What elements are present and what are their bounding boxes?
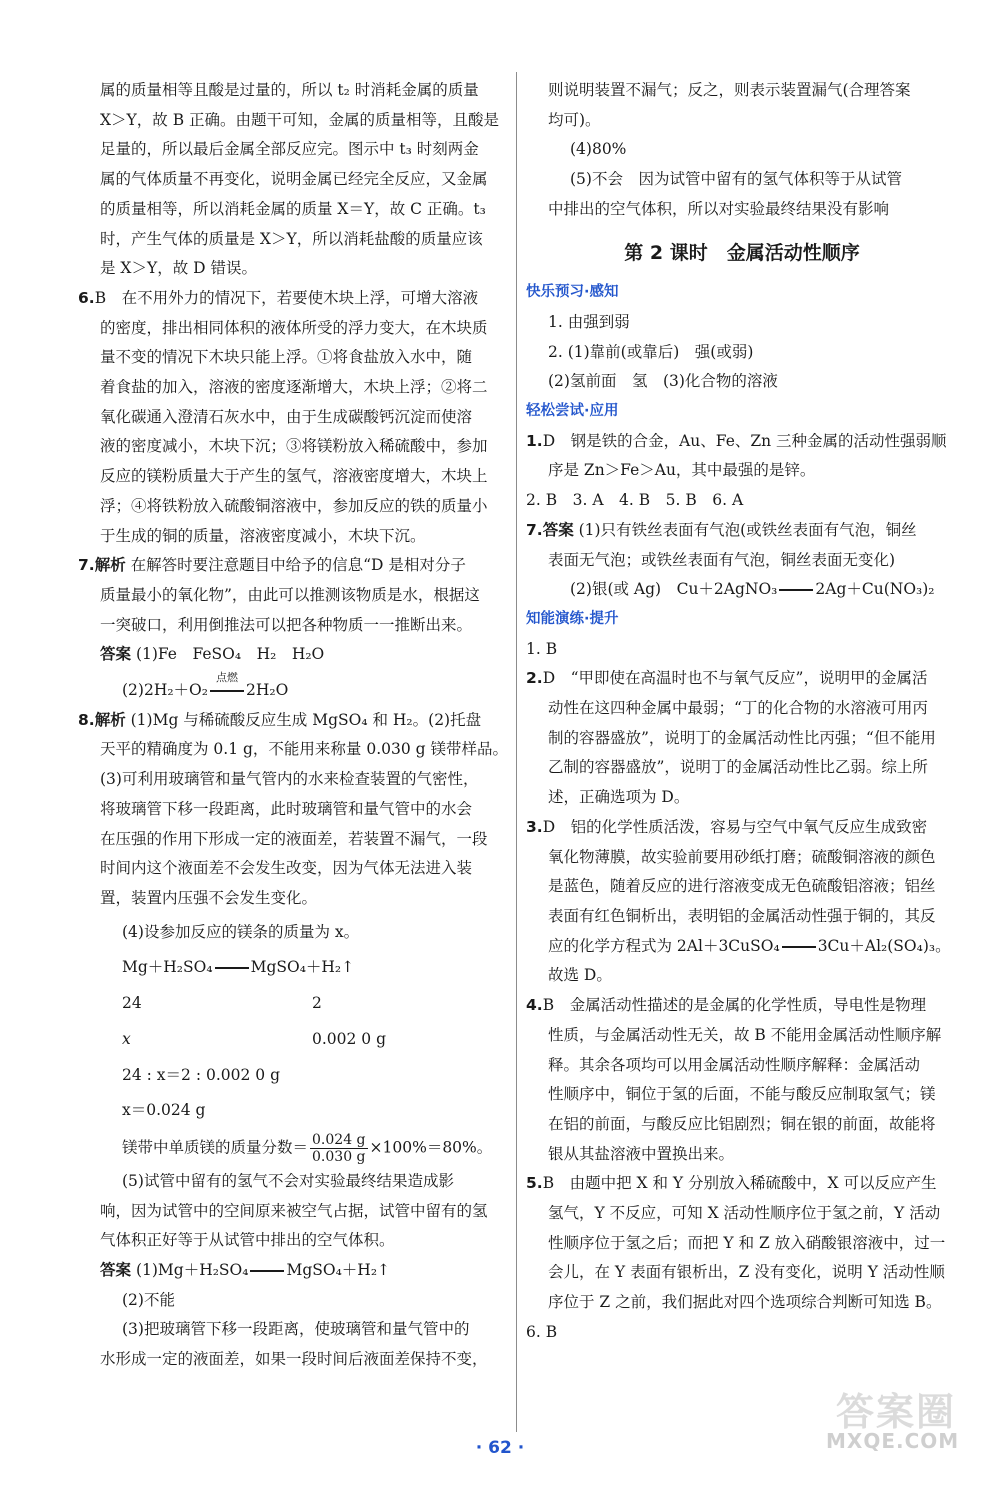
reaction-arrow [250, 1270, 284, 1272]
question-8 [78, 706, 508, 736]
text-line: 述，正确选项为 D。 [548, 788, 690, 807]
text-span: 镁带中单质镁的质量分数＝ [122, 1138, 309, 1157]
text-line: (2)氢前面 氢 (3)化合物的溶液 [548, 372, 778, 391]
reaction-condition [210, 671, 244, 706]
text-span: (1)Mg＋H₂SO₄ [131, 1261, 249, 1280]
question-number: 8. [78, 710, 95, 729]
numerator: 0.024 g [312, 1131, 366, 1148]
text-line: 制的容器盛放”，说明丁的金属活动性比丙强；“但不能用 [548, 728, 936, 747]
equation-line [78, 953, 508, 983]
question-3 [526, 813, 958, 843]
question-4 [526, 991, 958, 1021]
text-line: 水形成一定的液面差，如果一段时间后液面差保持不变， [100, 1350, 488, 1369]
reaction-equals [215, 953, 249, 983]
text-line: 浮；④将铁粉放入硫酸铜溶液中，参加反应的铁的质量小 [100, 496, 488, 515]
fraction [310, 1132, 368, 1165]
reaction-arrow [782, 946, 816, 948]
page-number: · 62 · [475, 1438, 525, 1458]
text-line: (5)不会 因为试管中留有的氢气体积等于从试管 [570, 170, 902, 189]
text-span: MgSO₄＋H₂↑ [250, 958, 355, 977]
text-line: 性顺序中，铜位于氢的后面，不能与酸反应制取氢气；镁 [548, 1085, 936, 1104]
text-line: 足量的，所以最后金属全部反应完。图示中 t₃ 时刻两金 [100, 140, 479, 159]
text-line: 液的密度减小，木块下沉；③将镁粉放入稀硫酸中，参加 [100, 437, 488, 456]
question-number: 6. [78, 288, 95, 307]
question-6 [78, 284, 508, 314]
text-line: 质量最小的氧化物”，由此可以推测该物质是水，根据这 [100, 585, 480, 604]
text-line: (5)试管中留有的氢气不会对实验最终结果造成影 [122, 1171, 454, 1190]
answer-6: 6. B [526, 1322, 558, 1341]
answer-label: 答案 [100, 645, 132, 664]
right-column [526, 76, 958, 1348]
section-heading: 知能演练·提升 [526, 610, 619, 627]
equation-line [78, 989, 508, 1019]
text-line: 动性在这四种金属中最弱；“丁的化合物的水溶液可用丙 [548, 699, 928, 718]
watermark-text: 答案圈 [836, 1390, 957, 1434]
text-line: 在压强的作用下形成一定的液面差，若装置不漏气，一段 [100, 829, 488, 848]
text-span: x [122, 1029, 131, 1048]
text-span: (1)Fe FeSO₄ H₂ H₂O [131, 645, 325, 664]
text-line: 在铝的前面，与酸反应比铝剧烈；铜在银的前面，故能将 [548, 1114, 936, 1133]
text-line: 量不变的情况下木块只能上浮。①将食盐放入水中，随 [100, 348, 473, 367]
question-2 [526, 664, 958, 694]
text-span: B 在不用外力的情况下，若要使木块上浮，可增大溶液 [94, 288, 479, 307]
answer-label: 答案 [542, 520, 574, 539]
text-line: 则说明装置不漏气；反之，则表示装置漏气(合理答案 [548, 81, 911, 99]
text-span: D “甲即使在高温时也不与氧气反应”，说明甲的金属活 [542, 669, 928, 688]
text-line: 性质，与金属活动性无关，故 B 不能用金属活动性顺序解 [548, 1025, 942, 1044]
answer-line [78, 640, 508, 670]
reaction-equals [250, 1256, 284, 1286]
question-number: 3. [526, 817, 543, 836]
question-number: 2. [526, 669, 543, 688]
text-span: 24 [122, 994, 142, 1013]
text-span: 0.002 0 g [312, 1029, 387, 1048]
text-span: Mg＋H₂SO₄ [122, 958, 213, 977]
answers-2-6: 2. B 3. A 4. B 5. B 6. A [526, 491, 744, 510]
text-line: (2)不能 [122, 1290, 175, 1309]
question-number: 7. [526, 520, 543, 539]
text-span: 在解答时要注意题目中给予的信息“D 是相对分子 [125, 556, 466, 575]
text-line: 的密度，排出相同体积的液体所受的浮力变大，在木块质 [100, 318, 488, 337]
question-7 [526, 516, 958, 546]
text-line: 天平的精确度为 0.1 g，不能用来称量 0.030 g 镁带样品。 [100, 740, 509, 759]
reaction-equals [782, 932, 816, 962]
question-5 [526, 1169, 958, 1199]
analysis-label: 解析 [94, 556, 126, 575]
text-line: 表面无气泡；或铁丝表面有气泡，铜丝表面无变化) [548, 550, 896, 569]
text-line: 2. (1)靠前(或靠后) 强(或弱) [548, 342, 754, 361]
text-line: (3)把玻璃管下移一段距离，使玻璃管和量气管中的 [122, 1320, 470, 1339]
column-divider [516, 72, 517, 1432]
lesson-title: 第 2 课时 金属活动性顺序 [624, 241, 860, 264]
condition-label: 点燃 [215, 671, 238, 685]
text-span: (1)只有铁丝表面有气泡(或铁丝表面有气泡，铜丝 [573, 520, 917, 539]
question-number: 4. [526, 996, 543, 1015]
section-heading: 快乐预习·感知 [526, 284, 619, 301]
equation-line [78, 671, 508, 706]
text-line: 响，因为试管中的空间原来被空气占据，试管中留有的氢 [100, 1201, 488, 1220]
text-line: 一突破口，利用倒推法可以把各种物质一一推断出来。 [100, 615, 473, 634]
text-span: ×100%＝80%。 [369, 1138, 493, 1157]
text-line: 时，产生气体的质量是 X＞Y，所以消耗盐酸的质量应该 [100, 229, 483, 248]
text-span: (2)2H₂＋O₂ [122, 681, 208, 700]
text-span: (1)Mg 与稀硫酸反应生成 MgSO₄ 和 H₂。(2)托盘 [125, 710, 482, 729]
text-line: 氢气，Y 不反应，可知 X 活动性顺序位于氢之前，Y 活动 [548, 1204, 941, 1223]
text-line: 将玻璃管下移一段距离，此时玻璃管和量气管中的水会 [100, 799, 473, 818]
text-line: (3)可利用玻璃管和量气管内的水来检查装置的气密性， [100, 770, 479, 789]
text-line: 乙制的容器盛放”，说明丁的金属活动性比乙弱。综上所 [548, 758, 928, 777]
watermark-logo [826, 1381, 976, 1461]
text-line: 银从其盐溶液中置换出来。 [548, 1144, 735, 1163]
text-line: 于生成的铜的质量，溶液密度减小，木块下沉。 [100, 526, 426, 545]
text-span: (2)银(或 Ag) Cu＋2AgNO₃ [570, 580, 778, 599]
section-heading: 轻松尝试·应用 [526, 403, 619, 420]
answer-line [78, 1256, 508, 1286]
equation-line [78, 1132, 508, 1165]
text-line: 1. 由强到弱 [548, 312, 630, 331]
text-line: 性顺序位于氢之后；而把 Y 和 Z 放入硝酸银溶液中，过一 [548, 1233, 946, 1252]
text-span: D 铝的化学性质活泼，容易与空气中氧气反应生成致密 [542, 817, 928, 836]
text-line: 中排出的空气体积，所以对实验最终结果没有影响 [548, 199, 890, 218]
text-line: 时间内这个液面差不会发生改变，因为气体无法进入装 [100, 859, 473, 878]
equation-line [526, 575, 958, 605]
text-span: 应的化学方程式为 2Al＋3CuSO₄ [548, 936, 780, 955]
text-line: 属的气体质量不再变化，说明金属已经完全反应，又金属 [100, 170, 488, 189]
text-line: 均可)。 [548, 110, 601, 129]
text-line: X＞Y，故 B 正确。由题干可知，金属的质量相等，且酸是 [100, 110, 500, 129]
text-line: 氧化碳通入澄清石灰水中，由于生成碳酸钙沉淀而使溶 [100, 407, 473, 426]
text-line: 会儿，在 Y 表面有银析出，Z 没有变化，说明 Y 活动性顺 [548, 1263, 945, 1282]
text-line: 置，装置内压强不会发生变化。 [100, 888, 318, 907]
text-span: 2Ag＋Cu(NO₃)₂ [815, 580, 935, 599]
denominator: 0.030 g [312, 1148, 366, 1165]
reaction-arrow [215, 967, 249, 969]
text-span: B 由题中把 X 和 Y 分别放入稀硫酸中，X 可以反应产生 [542, 1174, 937, 1193]
analysis-label: 解析 [94, 710, 126, 729]
text-line: 着食盐的加入，溶液的密度逐渐增大，木块上浮；②将二 [100, 378, 488, 397]
text-line: (4)设参加反应的镁条的质量为 x。 [122, 922, 360, 941]
equation-line [78, 1025, 508, 1055]
answer-1: 1. B [526, 639, 558, 658]
equation-line: 24 : x＝2 : 0.002 0 g [122, 1065, 280, 1084]
text-span: MgSO₄＋H₂↑ [286, 1261, 391, 1280]
text-span: D 钢是铁的合金，Au、Fe、Zn 三种金属的活动性强弱顺 [542, 431, 947, 450]
text-line: 是 X＞Y，故 D 错误。 [100, 259, 257, 278]
text-line: 释。其余各项均可以用金属活动性顺序解释：金属活动 [548, 1055, 921, 1074]
left-column [78, 76, 508, 1375]
text-line: 属的质量相等且酸是过量的，所以 t₂ 时消耗金属的质量 [100, 81, 479, 99]
text-span: 2H₂O [245, 681, 289, 700]
text-line: 的质量相等，所以消耗金属的质量 X＝Y，故 C 正确。t₃ [100, 199, 486, 218]
equation-line [526, 932, 958, 962]
question-number: 1. [526, 431, 543, 450]
question-number: 5. [526, 1174, 543, 1193]
reaction-equals [779, 575, 813, 605]
question-1 [526, 427, 958, 457]
equation-line: x＝0.024 g [122, 1101, 206, 1120]
question-number: 7. [78, 556, 95, 575]
text-line: 反应的镁粉质量大于产生的氢气，溶液密度增大，木块上 [100, 467, 488, 486]
answer-label: 答案 [100, 1261, 132, 1280]
question-7 [78, 551, 508, 581]
text-line: 是蓝色，随着反应的进行溶液变成无色硫酸铝溶液；铝丝 [548, 877, 936, 896]
text-line: 表面有红色铜析出，表明铝的金属活动性强于铜的，其反 [548, 906, 936, 925]
text-span: B 金属活动性描述的是金属的化学性质，导电性是物理 [542, 996, 927, 1015]
text-span: 2 [312, 994, 322, 1013]
text-line: 故选 D。 [548, 966, 612, 985]
watermark-url: MXQE.COM [826, 1429, 960, 1453]
reaction-arrow [779, 589, 813, 591]
text-line: 序位于 Z 之前，我们据此对四个选项综合判断可知选 B。 [548, 1293, 942, 1312]
text-line: 氧化物薄膜，故实验前要用砂纸打磨；硫酸铜溶液的颜色 [548, 847, 936, 866]
text-span: 3Cu＋Al₂(SO₄)₃。 [817, 936, 951, 955]
text-line: (4)80% [570, 140, 627, 159]
text-line: 气体积正好等于从试管中排出的空气体积。 [100, 1231, 395, 1250]
text-line: 序是 Zn＞Fe＞Au，其中最强的是锌。 [548, 461, 816, 480]
